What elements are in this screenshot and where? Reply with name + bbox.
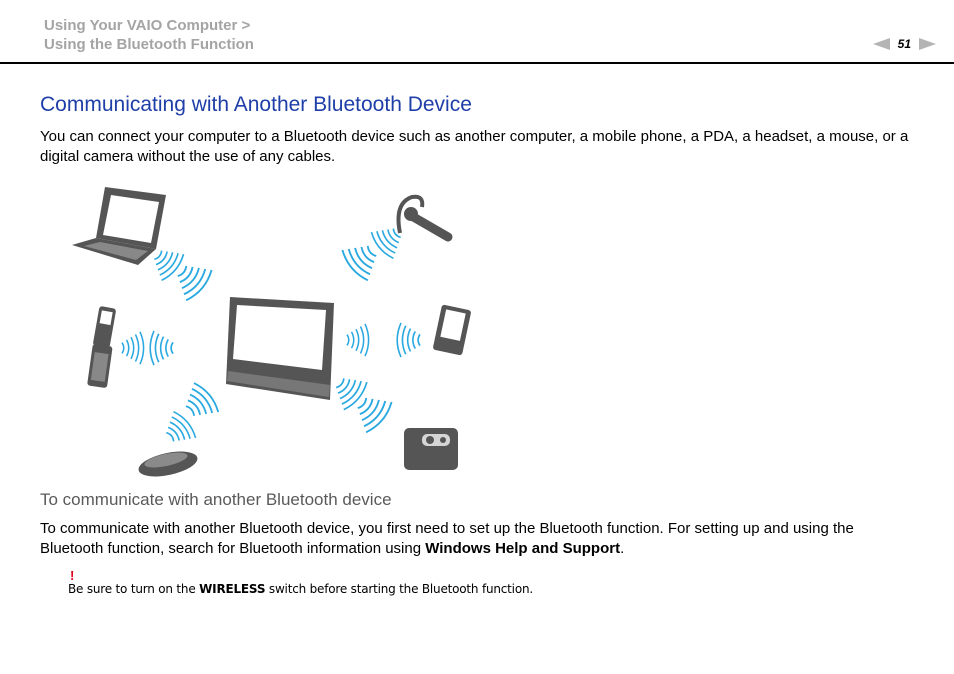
windows-help-label: Windows Help and Support (425, 540, 621, 557)
note-end: switch before starting the Bluetooth function. (265, 582, 533, 596)
page-title: Communicating with Another Bluetooth Device (40, 93, 472, 116)
note-start: Be sure to turn on the (68, 582, 200, 596)
bluetooth-devices-illustration (60, 175, 480, 485)
breadcrumb-current[interactable]: Using the Bluetooth Function (44, 36, 254, 53)
header-divider (0, 62, 954, 64)
headset-icon (399, 197, 449, 237)
mouse-icon (136, 447, 199, 481)
section-subheading: To communicate with another Bluetooth device (40, 490, 392, 509)
mobile-phone-icon (87, 306, 116, 388)
previous-page-arrow-icon[interactable] (873, 38, 890, 50)
instructions-end: . (620, 540, 625, 557)
breadcrumb (44, 16, 254, 54)
page-navigation (873, 37, 936, 51)
laptop-icon (72, 187, 166, 265)
pda-icon (433, 304, 472, 355)
page-number: 51 (897, 37, 911, 51)
digital-camera-icon (404, 428, 458, 470)
intro-paragraph: You can connect your computer to a Bluetooth device such as another computer, a mobile phone, a PDA, a headset, a mouse, or a digital camera without the use of any cables. (40, 128, 909, 165)
wireless-switch-label: WIRELESS (199, 582, 266, 596)
warning-exclamation-icon: ! (70, 568, 75, 583)
all-in-one-computer-icon (226, 297, 334, 400)
next-page-arrow-icon[interactable] (919, 38, 936, 50)
breadcrumb-parent[interactable]: Using Your VAIO Computer > (44, 17, 251, 34)
note-text (68, 582, 533, 596)
instructions-paragraph (40, 519, 920, 559)
instructions-text: To communicate with another Bluetooth device, you first need to set up the Bluetooth function. For setting up and using the Bluetooth function, search for Bluetooth information using (40, 520, 854, 557)
